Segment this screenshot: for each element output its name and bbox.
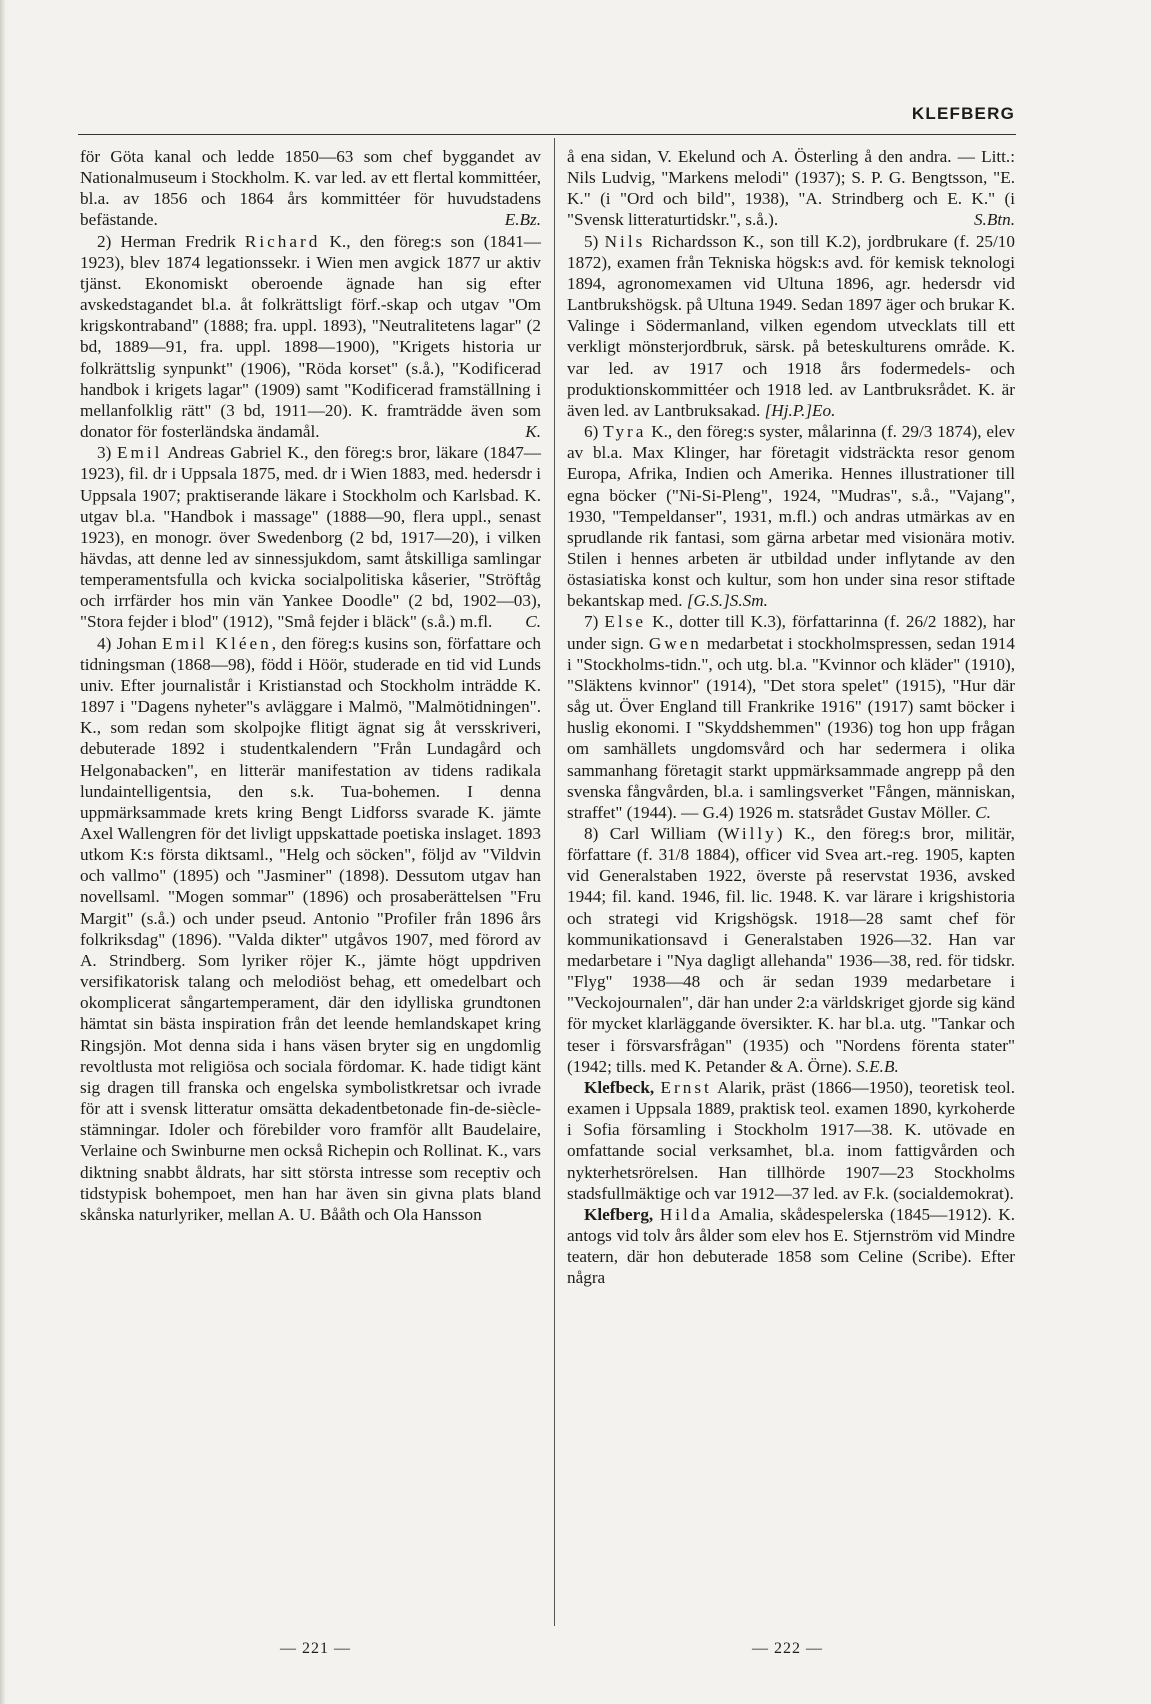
column-divider — [554, 138, 555, 1626]
entry-number: 7) — [584, 612, 605, 632]
entry-text: å ena sidan, V. Ekelund och A. Österling å den andra. — Litt.: Nils Ludvig, "Markens melodi" (1937); S. P. G. Bengtsson, "E. K." (i "Ord och bild", 1938), "A. Strindberg och E. K." (i "Svensk litteraturtidskr.", s.å.). — [567, 147, 1015, 230]
entry-number: 5) — [584, 231, 605, 251]
header-rule — [78, 134, 1016, 135]
author-signature: E.Bz. — [504, 210, 541, 230]
spaced-name: Ernst — [660, 1077, 712, 1097]
entry-paragraph — [80, 442, 541, 632]
author-signature: C. — [975, 802, 991, 822]
headword: Klefberg, — [584, 1204, 654, 1224]
spaced-name: Else — [604, 612, 647, 632]
entry-number: 8) Carl William ( — [584, 824, 724, 843]
entry-text: Richardsson K., son till K.2), jordbrukare (f. 25/10 1872), examen från Tekniska högsk:s avd. för kemisk teknologi 1894, agronomexamen vid Ultuna 1896, agr. hedersdr vid Lantbrukshögsk. på Ultuna 1949. Sedan 1897 äger och brukar K. Valinge i Södermanland, vilken egendom utvecklats till ett verkligt mönsterjordbruk, särsk. på beteskulturens område. K. var led. av 1917 och 1918 års fodermedels- och produktionskommittéer och 1918 led. av Lantbruksrådet. K. är även led. av Lantbruksakad. — [567, 231, 1015, 420]
entry-paragraph — [80, 231, 541, 443]
spaced-name: Tyra — [603, 422, 647, 442]
entry-text: , den föreg:s kusins son, författare och tidningsman (1868—98), född i Höör, studerade en tid vid Lunds univ. Efter journalistår i Kristianstad och Stockholm inträdde K. 1897 i "Dagens nyheter"s avläggare i Malmö, "Malmötidningen". K., som redan som skolpojke flitigt ägnat sig åt versskriveri, debuterade 1892 i studentkalendern "Från Lundagård och Helgonabacken", en litterär manifestation av tidens radikala lundaintelligentsia, den s.k. Tua-bohemen. I denna uppmärksammade krets kring Bengt Lidforss svarade K. jämte Axel Wallengren för det livligt uppskattade poetiska inslaget. 1893 utkom K:s första diktsaml., "Helg och söcken", följd av "Vildvin och vallmo" (1895) och "Jasminer" (1898). Dessutom utgav han novellsaml. "Mogen sommar" (1896) och prosaberättelsen "Fru Margit" (s.å.) och under pseud. Antonio "Profiler från 1896 års folkriksdag" (1896). "Valda dikter" utgåvos 1907, med förord av A. Strindberg. Som lyriker röjer K., jämte högt uppdriven versifikatorisk talang och melodiöst behag, ett omedelbart och okomplicerat sångartemperament, där den idylliska grundtonen hämtat sin bästa inspiration från det leende hemlandskapet kring Ringsjön. Mot denna sida i hans väsen bryter sig en ungdomlig revoltlusta mot religiösa och sociala fördomar. K. hade tidigt känt sig dragen till franska och engelska symbolistkretsar och ivrade för att i svensk litteratur omsätta dekadentbetonade fin-de-siècle-stämningar. Idoler och förebilder voro framför allt Baudelaire, Verlaine och Swinburne men också Richepin och Rollinat. K., vars diktning snabbt åldrats, har sitt största intresse som receptiv och tidstypisk bohempoet, men han har även sin givna plats bland skånska naturlyriker, mellan A. U. Bååth och Ola Hansson — [80, 633, 541, 1224]
author-signature: [G.S.]S.Sm. — [686, 591, 768, 611]
entry-text: Andreas Gabriel K., den föreg:s bror, läkare (1847—1923), fil. dr i Uppsala 1875, med. dr i Wien 1883, med. hedersdr i Uppsala 1907; praktiserande läkare i Stockholm och Karlsbad. K. utgav bl.a. "Handbok i massage" (1888—90, flera uppl., senast 1923), en monogr. över Swedenborg (2 bd, 1917—20), i vilken hävdas, att denne led av sinnessjukdom, samt åtskilliga samlingar temperamentsfulla och kvicka socialpolitiska kåserier, "Ströftåg och irrfärder hos min vän Yankee Doodle" (2 bd, 1902—03), "Stora fejder i blod" (1912), "Små fejder i bläck" (s.å.) m.fl. — [80, 443, 541, 632]
spaced-name: Emil Kléen — [161, 633, 272, 653]
spaced-pseudonym: Gwen — [648, 633, 702, 653]
entry-number: 2) Herman Fredrik — [97, 231, 245, 251]
author-signature: S.Btn. — [973, 210, 1015, 230]
entry-number: 4) Johan — [97, 633, 162, 653]
entry-paragraph — [567, 421, 1015, 611]
author-signature: K. — [525, 422, 541, 442]
entry-text: för Göta kanal och ledde 1850—63 som chef byggandet av Nationalmuseum i Stockholm. K. var led. av ett flertal kommittéer, bl.a. av 1856 och 1864 års kommittéer för huvudstadens befästande. — [80, 147, 541, 230]
entry-paragraph — [567, 823, 1015, 1077]
entry-text: K., den föreg:s syster, målarinna (f. 29/3 1874), elev av bl.a. Max Klinger, har företagit vidsträckta resor genom Europa, Afrika, Indien och Amerika. Hennes illustrationer till egna böcker ("Ni-Si-Pleng", 1924, "Mudras", s.å., "Vajang", 1930, "Tempeldanser", 1931, m.fl.) och andras utmärkas av en sprudlande rik fantasi, som gärna arbetar med visionära motiv. Stilen i hennes arbeten är utbildad under inflytande av den östasiatiska konst och kultur, som hon under sina resor stiftade bekantskap med. — [567, 422, 1015, 611]
entry-text: K., dotter till K.3), författarinna (f. 26/2 1882), har under sign. — [567, 612, 1015, 653]
entry-text: Alarik, präst (1866—1950), teoretisk teol. examen i Uppsala 1889, praktisk teol. examen 1890, kyrkoherde i Sofia församling i Stockholm 1917—38. K. utövade en omfattande social verksamhet, bl.a. inom fattigvården och nykterhetsrörelsen. Han tillhörde 1907—23 Stockholms stadsfullmäktige och var 1912—37 led. av F.k. (socialdemokrat). — [567, 1077, 1015, 1203]
left-column — [80, 146, 541, 1225]
entry-paragraph — [567, 231, 1015, 421]
entry-text: Amalia, skådespelerska (1845—1912). K. antogs vid tolv års ålder som elev hos E. Stjernström vid Mindre teatern, där hon debuterade 1858 som Celine (Scribe). Efter några — [567, 1204, 1015, 1288]
page-number-right: — 222 — — [752, 1640, 823, 1657]
spaced-name: Emil — [117, 443, 163, 463]
headword: Klefbeck, — [584, 1077, 655, 1097]
page-number-left: — 221 — — [280, 1640, 351, 1657]
entry-text: ) K., den föreg:s bror, militär, författare (f. 31/8 1884), officer vid Svea art.-reg. 1905, kapten vid Generalstaben 1922, överste på reservstat 1936, avsked 1944; fil. kand. 1946, fil. lic. 1948. K. var lärare i krigshistoria och strategi vid Krigshögsk. 1918—28 samt chef för kommunikationsavd i Generalstaben 1926—32. Han var medarbetare i "Nya dagligt allehanda" 1936—38, red. för tidskr. "Flyg" 1938—48 och är sedan 1939 medarbetare i "Veckojournalen", där han under 2:a världskriget gjorde sig känd för mycket klarläggande översikter. K. har bl.a. utg. "Tankar och teser i försvarsfrågan" (1935) och "Nordens förenta stater" (1942; tills. med K. Petander & A. Örne). — [567, 824, 1015, 1076]
running-head: KLEFBERG — [911, 104, 1015, 123]
entry-number: 3) — [97, 443, 118, 463]
entry-paragraph — [567, 1204, 1015, 1289]
author-signature: [Hj.P.]Eo. — [764, 400, 836, 420]
entry-paragraph — [80, 633, 541, 1225]
entry-text: medarbetat i stockholmspressen, sedan 1914 i "Stockholms-tidn.", och utg. bl.a. "Kvinnor och kläder" (1910), "Släktens kvinnor" (1914), "Det stora spelet" (1915), "Hur där såg ut. Över England till Frankrike 1916" (1917) samt böcker i huslig ekonomi. I "Skyddshemmen" (1936) tog hon upp frågan om samhällets ungdomsvård och har sedermera i olika sammanhang företagit starkt uppmärksammade angrepp på den svenska fångvården, bl.a. i samlingsverket "Fången, människan, straffet" (1944). — G.4) 1926 m. statsrådet Gustav Möller. — [567, 633, 1015, 822]
spaced-name: Richard — [244, 231, 321, 251]
entry-text: K., den föreg:s son (1841—1923), blev 1874 legationssekr. i Wien men avgick 1877 ur aktiv tjänst. Ekonomiskt oberoende ägnade han sig efter avskedstagandet bl.a. åt folkrättsligt förf.-skap och utgav "Om krigskontraband" (1888; fra. uppl. 1893), "Neutralitetens lagar" (2 bd, 1889—91, fra. uppl. 1898—1900), "Krigets historia ur folkrättslig synpunkt" (1906), "Röda korset" (s.å.), "Kodificerad handbok i krigets lagar" (1909) samt "Kodificerad framställning i mellanfolklig rätt" (3 bd, 1911—20). K. framträdde även som donator för fosterländska ändamål. — [80, 231, 541, 442]
author-signature: C. — [525, 612, 541, 632]
entry-number: 6) — [584, 422, 604, 442]
author-signature: S.E.B. — [856, 1056, 899, 1076]
spaced-name: Nils — [604, 231, 646, 251]
entry-paragraph — [567, 146, 1015, 231]
spaced-name: Hilda — [659, 1204, 714, 1224]
page-edge-left — [0, 0, 6, 1704]
entry-paragraph — [567, 611, 1015, 823]
spaced-name: Willy — [723, 824, 777, 843]
entry-paragraph — [80, 146, 541, 231]
entry-paragraph — [567, 1077, 1015, 1204]
right-column — [567, 146, 1015, 1288]
